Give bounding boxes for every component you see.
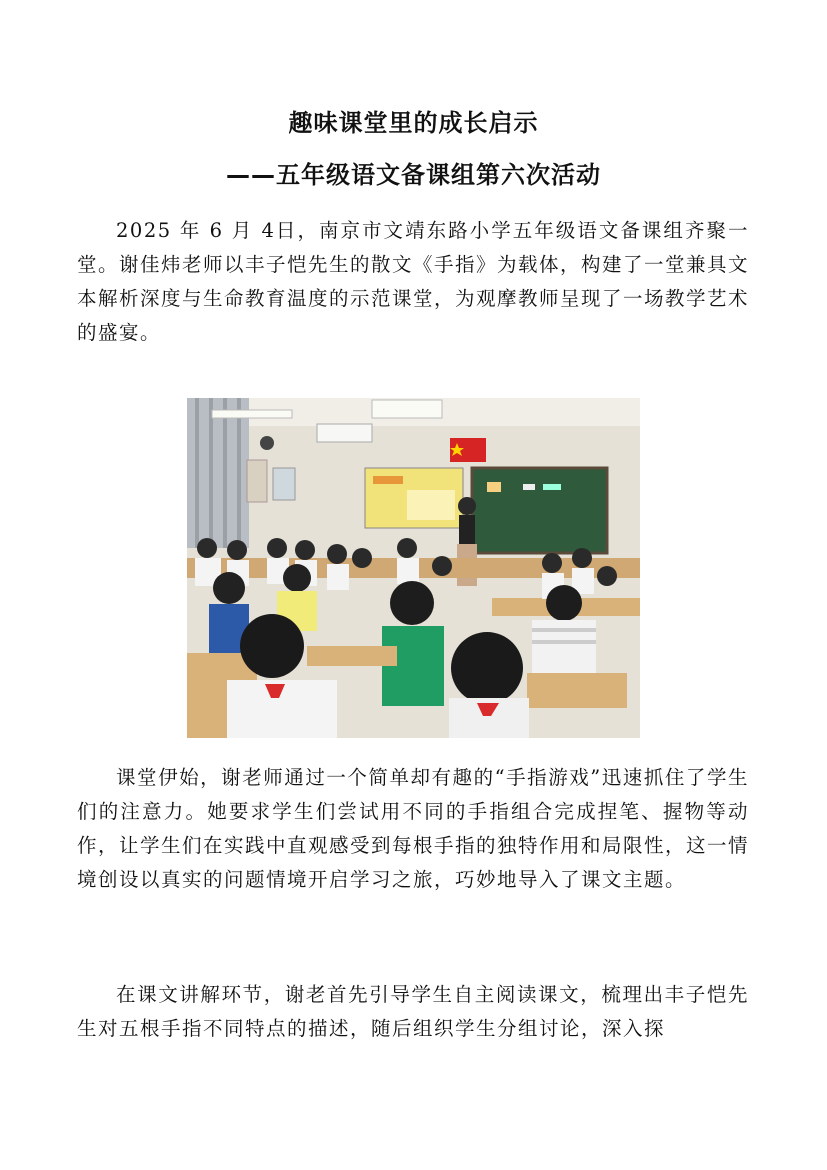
teacher — [458, 497, 476, 515]
article-title: 趣味课堂里的成长启示 — [288, 109, 539, 137]
blackboard — [472, 468, 607, 553]
wall-poster — [273, 468, 295, 500]
paragraph-2: 课堂伊始，谢老师通过一个简单却有趣的“手指游戏”迅速抓住了学生们的注意力。她要求学生们尝试用不同的手指组合完成捏笔、握物等动作，让学生们在实践中直观感受到每根手指的独特作用和局限性，这一情境创设以真实的问题情境开启学习之旅，巧妙地导入了课文主题。 — [77, 766, 750, 891]
paragraph-1: 2025 年 6 月 4日，南京市文靖东路小学五年级语文备课组齐聚一堂。谢佳炜老师以丰子恺先生的散文《手指》为载体，构建了一堂兼具文本解析深度与生命教育温度的示范课堂，为观摩教师呈现了一场教学艺术的盛宴。 — [77, 219, 750, 344]
ceiling-light — [212, 410, 292, 418]
paragraph-3: 在课文讲解环节，谢老首先引导学生自主阅读课文，梳理出丰子恺先生对五根手指不同特点的描述，随后组织学生分组讨论，深入探 — [77, 983, 749, 1040]
air-conditioner — [317, 424, 372, 442]
article-subtitle: ——五年级语文备课组第六次活动 — [226, 161, 601, 189]
wall-poster — [247, 460, 267, 502]
desk — [527, 673, 627, 708]
ceiling-light — [372, 400, 442, 418]
wall-clock — [260, 436, 274, 450]
classroom-photo — [187, 398, 640, 738]
